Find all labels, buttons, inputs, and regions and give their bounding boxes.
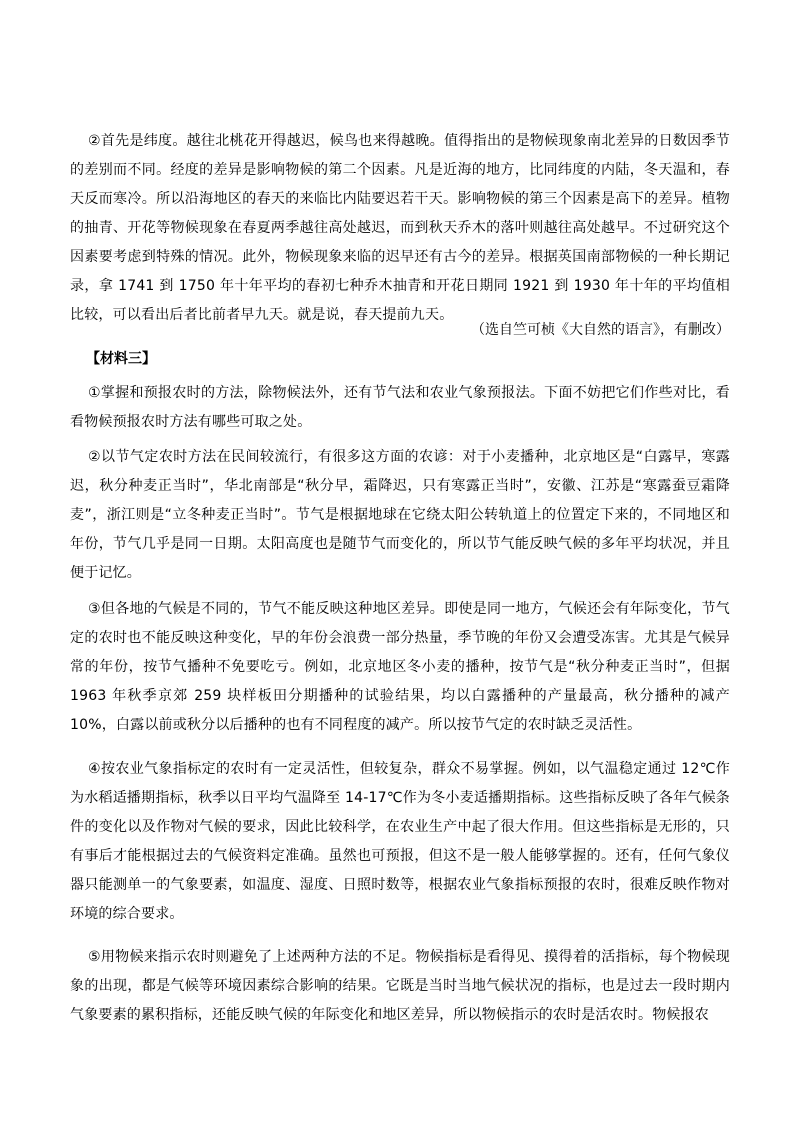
material3-paragraph-5: ⑤用物候来指示农时则避免了上述两种方法的不足。物候指标是看得见、摸得着的活指标，每个物候现象的出现，都是气候等环境因素综合影响的结果。它既是当时当地气候状况的指标，也是过去一段时期内气象要素的累积指标，还能反映气候的年际变化和地区差异，所以物候指示的农时是活农时。物候报农: [70, 949, 730, 1023]
material3-heading: 【材料三】: [86, 351, 156, 367]
material3-paragraph-2: ②以节气定农时方法在民间较流行，有很多这方面的农谚：对于小麦播种，北京地区是“白露早，寒露迟，秋分种麦正当时”，华北南部是“秋分早，霜降迟，只有寒露正当时”，安徽、江苏是“寒露蚕豆霜降麦”，浙江则是“立冬种麦正当时”。节气是根据地球在它绕太阳公转轨道上的位置定下来的，不同地区和年份，节气几乎是同一日期。太阳高度也是随节气而变化的，所以节气能反映气候的多年平均状况，并且便于记忆。: [70, 449, 730, 581]
material2-paragraph-2: ②首先是纬度。越往北桃花开得越迟，候鸟也来得越晚。值得指出的是物候现象南北差异的日数因季节的差别而不同。经度的差异是影响物候的第二个因素。凡是近海的地方，比同纬度的内陆，冬天温和，春天反而寒冷。所以沿海地区的春天的来临比内陆要迟若干天。影响物候的第三个因素是高下的差异。植物的抽青、开花等物候现象在春夏两季越往高处越迟，而到秋天乔木的落叶则越往高处越早。不过研究这个因素要考虑到特殊的情况。此外，物候现象来临的迟早还有古今的差异。根据英国南部物候的一种长期记录，拿 1741 到 1750 年十年平均的春初七种乔木抽青和开花日期同 1921 到 1930 年十年的平均值相比较，可以看出后者比前者早九天。就是说，春天提前九天。: [70, 133, 730, 323]
material3-paragraph-1: ①掌握和预报农时的方法，除物候法外，还有节气法和农业气象预报法。下面不妨把它们作些对比，看看物候预报农时方法有哪些可取之处。: [70, 385, 730, 430]
material3-paragraph-4: ④按农业气象指标定的农时有一定灵活性，但较复杂，群众不易掌握。例如，以气温稳定通过 12℃作为水稻适播期指标，秋季以日平均气温降至 14-17℃作为冬小麦适播期指标。这些指标反映了各年气候条件的变化以及作物对气候的要求，因此比较科学，在农业生产中起了很大作用。但这些指标是无形的，只有事后才能根据过去的气候资料定准确。虽然也可预报，但这不是一般人能够掌握的。还有，任何气象仪器只能测单一的气象要素，如温度、湿度、日照时数等，根据农业气象指标预报的农时，很难反映作物对环境的综合要求。: [70, 761, 730, 922]
source-citation: （选自竺可桢《大自然的语言》，有删改）: [471, 322, 730, 338]
material3-paragraph-3: ③但各地的气候是不同的，节气不能反映这种地区差异。即使是同一地方，气候还会有年际变化，节气定的农时也不能反映这种变化，早的年份会浪费一部分热量，季节晚的年份又会遭受冻害。尤其是气候异常的年份，按节气播种不免要吃亏。例如，北京地区冬小麦的播种，按节气是“秋分种麦正当时”，但据 1963 年秋季京郊 259 块样板田分期播种的试验结果，均以白露播种的产量最高，秋分播种的减产 10%，白露以前或秋分以后播种的也有不同程度的减产。所以按节气定的农时缺乏灵活性。: [70, 601, 730, 733]
